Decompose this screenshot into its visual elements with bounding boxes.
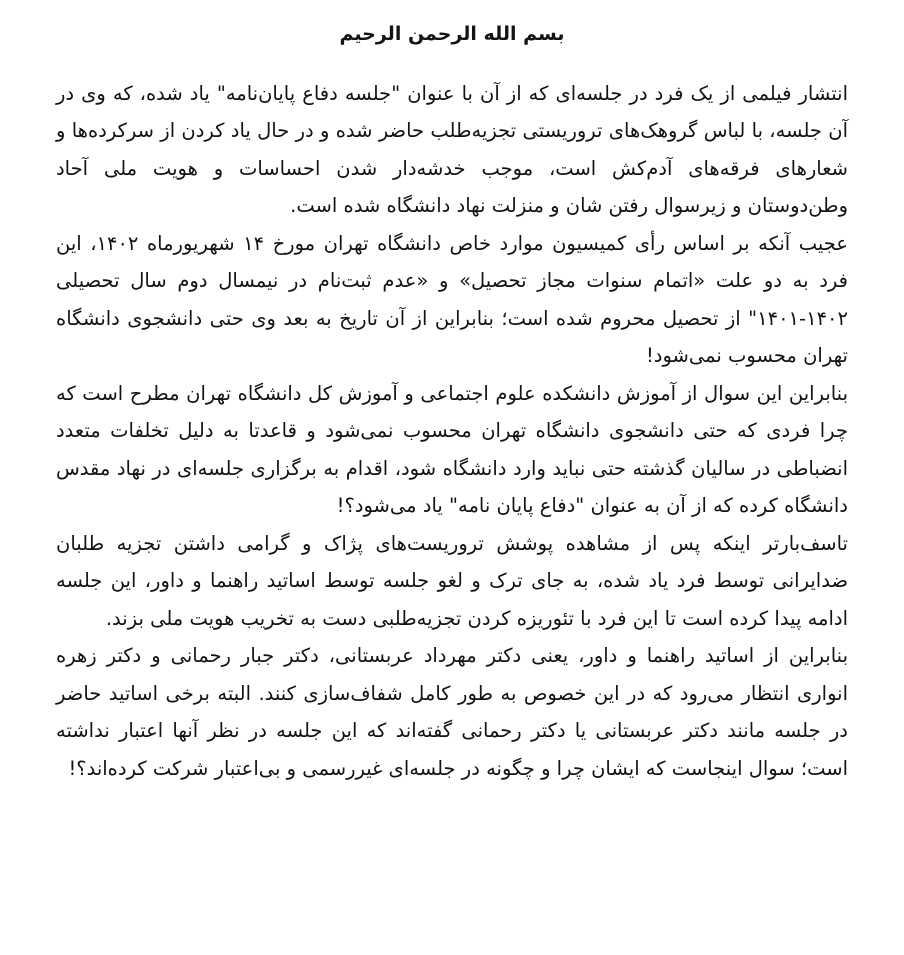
paragraph-4: تاسف‌بارتر اینکه پس از مشاهده پوشش تروریست‌های پژاک و گرامی داشتن تجزیه طلبان ضدایرانی توسط فرد یاد شده، به جای ترک و لغو جلسه توسط اساتید راهنما و داور، این جلسه ادامه پیدا کرده است تا این فرد با تئوریزه کردن تجزیه‌طلبی دست به تخریب هویت ملی بزند. [56, 531, 848, 630]
basmala-header: بسم الله الرحمن الرحیم [339, 23, 565, 45]
paragraph-3: بنابراین این سوال از آموزش دانشکده علوم اجتماعی و آموزش کل دانشگاه تهران مطرح است که چرا فردی که حتی دانشجوی دانشگاه تهران محسوب نمی‌شود و قاعدتا به دلیل تخلفات متعدد انضباطی در سالیان گذشته حتی نباید وارد دانشگاه شود، اقدام به برگزاری جلسه‌ای در نهاد مقدس دانشگاه کرده که از آن به عنوان "دفاع پایان نامه" یاد می‌شود؟! [56, 381, 848, 517]
paragraph-1: انتشار فیلمی از یک فرد در جلسه‌ای که از آن با عنوان "جلسه دفاع پایان‌نامه" یاد شده، که وی در آن جلسه، با لباس گروهک‌های تروریستی تجزیه‌طلب حاضر شده و در حال یاد کردن از سرکرده‌ها و شعارهای فرقه‌های آدم‌کش است، موجب خدشه‌دار شدن احساسات و هویت ملی آحاد وطن‌دوستان و زیرسوال رفتن شان و منزلت نهاد دانشگاه شده است. [56, 81, 848, 217]
paragraph-2: عجیب آنکه بر اساس رأی کمیسیون موارد خاص دانشگاه تهران مورخ ۱۴ شهریورماه ۱۴۰۲، این فرد به دو علت «اتمام سنوات مجاز تحصیل» و «عدم ثبت‌نام در نیمسال دوم سال تحصیلی ۱۴۰۲-۱۴۰۱" از تحصیل محروم شده است؛ بنابراین از آن تاریخ به بعد وی حتی دانشجوی دانشگاه تهران محسوب نمی‌شود! [56, 231, 848, 367]
paragraph-5: بنابراین از اساتید راهنما و داور، یعنی دکتر مهرداد عربستانی، دکتر جبار رحمانی و دکتر زهره انواری انتظار می‌رود که در این خصوص به طور کامل شفاف‌سازی کنند. البته برخی اساتید حاضر در جلسه مانند دکتر عربستانی یا دکتر رحمانی گفته‌اند که این جلسه در نظر آنها اعتبار نداشته است؛ سوال اینجاست که ایشان چرا و چگونه در جلسه‌ای غیررسمی و بی‌اعتبار شرکت کرده‌اند؟! [56, 644, 848, 780]
document-body [56, 75, 848, 788]
